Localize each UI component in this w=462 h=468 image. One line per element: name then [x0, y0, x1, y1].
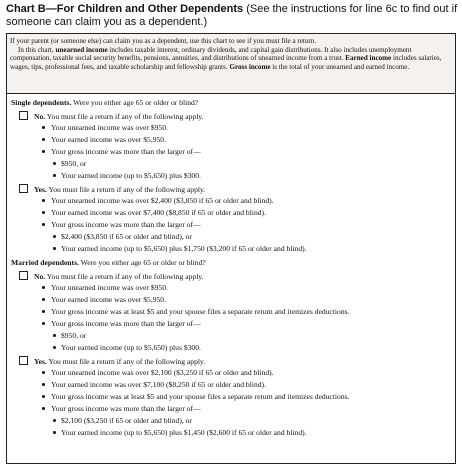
- married-yes-checkbox[interactable]: [19, 356, 28, 365]
- list-item: Your gross income was at least $5 and your spouse files a separate return and itemizes deductions.: [42, 307, 349, 316]
- list-item: Your gross income was more than the larger of—: [42, 319, 201, 328]
- list-item: $2,400 ($3,850 if 65 or older and blind), or: [53, 232, 192, 241]
- single-no-option: No. You must file a return if any of the following apply.: [19, 111, 204, 121]
- single-no-checkbox[interactable]: [19, 111, 28, 120]
- list-item: Your earned income was over $5,950.: [42, 295, 166, 304]
- list-item: $950, or: [53, 159, 86, 168]
- single-dependents-header: Single dependents. Were you either age 65 or older or blind?: [11, 98, 199, 107]
- bullet-icon: [42, 322, 45, 325]
- bullet-icon: [53, 174, 56, 177]
- term-gross: Gross income: [229, 62, 271, 71]
- list-item: Your earned income (up to $5,650) plus $1,750 ($3,200 if 65 or older and blind).: [53, 244, 307, 253]
- list-item: Your earned income was over $5,950.: [42, 135, 166, 144]
- list-item: Your earned income was over $7,400 ($8,850 if 65 or older and blind).: [42, 208, 266, 217]
- bullet-icon: [42, 371, 45, 374]
- term-earned: Earned income: [345, 54, 392, 63]
- chart-heading: [6, 3, 458, 29]
- list-item: Your unearned income was over $950.: [42, 283, 168, 292]
- bullet-icon: [53, 334, 56, 337]
- list-item: Your unearned income was over $2,400 ($3,850 if 65 or older and blind).: [42, 196, 274, 205]
- list-item: Your earned income (up to $5,650) plus $300.: [53, 343, 201, 352]
- married-yes-option: Yes. You must file a return if any of the following apply.: [19, 356, 205, 366]
- chart-note: (See the instructions for line 6c to find out if someone can claim you as a dependent.): [6, 3, 458, 28]
- single-yes-option: Yes. You must file a return if any of the following apply.: [19, 184, 205, 194]
- chart-title: Chart B—For Children and Other Dependents: [6, 3, 244, 15]
- bullet-icon: [42, 211, 45, 214]
- bullet-icon: [42, 310, 45, 313]
- single-yes-checkbox[interactable]: [19, 184, 28, 193]
- list-item: Your unearned income was over $2,100 ($3,250 if 65 or older and blind).: [42, 368, 274, 377]
- bullet-icon: [42, 383, 45, 386]
- bullet-icon: [53, 431, 56, 434]
- bullet-icon: [42, 298, 45, 301]
- married-dependents-header: Married dependents. Were you either age 65 or older or blind?: [11, 258, 206, 267]
- list-item: Your gross income was at least $5 and your spouse files a separate return and itemizes deductions.: [42, 392, 349, 401]
- list-item: Your earned income was over $7,100 ($8,250 if 65 or older and blind).: [42, 380, 266, 389]
- list-item: Your gross income was more than the larger of—: [42, 404, 201, 413]
- married-no-checkbox[interactable]: [19, 271, 28, 280]
- married-no-option: No. You must file a return if any of the following apply.: [19, 271, 204, 281]
- bullet-icon: [53, 162, 56, 165]
- chart-b-table: [6, 33, 456, 464]
- bullet-icon: [42, 138, 45, 141]
- bullet-icon: [53, 235, 56, 238]
- bullet-icon: [42, 407, 45, 410]
- intro-definitions: In this chart, unearned income includes taxable interest, ordinary dividends, and capital gain distributions. It also includes unemployment compensation, taxable social security benefits, pensions, annuities, and distributions of unearned income from a trust. Earned income includes salaries, wages, tips, professional fees, and taxable scholarship and fellowship grants. Gross income is the total of your unearned and earned income.: [10, 45, 442, 71]
- bullet-icon: [42, 395, 45, 398]
- bullet-icon: [53, 346, 56, 349]
- bullet-icon: [42, 223, 45, 226]
- bullet-icon: [42, 150, 45, 153]
- list-item: Your earned income (up to $5,650) plus $1,450 ($2,600 if 65 or older and blind).: [53, 428, 307, 437]
- bullet-icon: [53, 247, 56, 250]
- list-item: $950, or: [53, 331, 86, 340]
- bullet-icon: [53, 419, 56, 422]
- list-item: Your unearned income was over $950.: [42, 123, 168, 132]
- bullet-icon: [42, 286, 45, 289]
- intro-box: [7, 34, 455, 94]
- list-item: $2,100 ($3,250 if 65 or older and blind), or: [53, 416, 192, 425]
- intro-line-1: If your parent (or someone else) can claim you as a dependent, use this chart to see if you must file a return.: [10, 37, 317, 45]
- bullet-icon: [42, 199, 45, 202]
- list-item: Your gross income was more than the larger of—: [42, 147, 201, 156]
- list-item: Your earned income (up to $5,650) plus $300.: [53, 171, 201, 180]
- bullet-icon: [42, 126, 45, 129]
- list-item: Your gross income was more than the larger of—: [42, 220, 201, 229]
- term-unearned: unearned income: [55, 45, 108, 54]
